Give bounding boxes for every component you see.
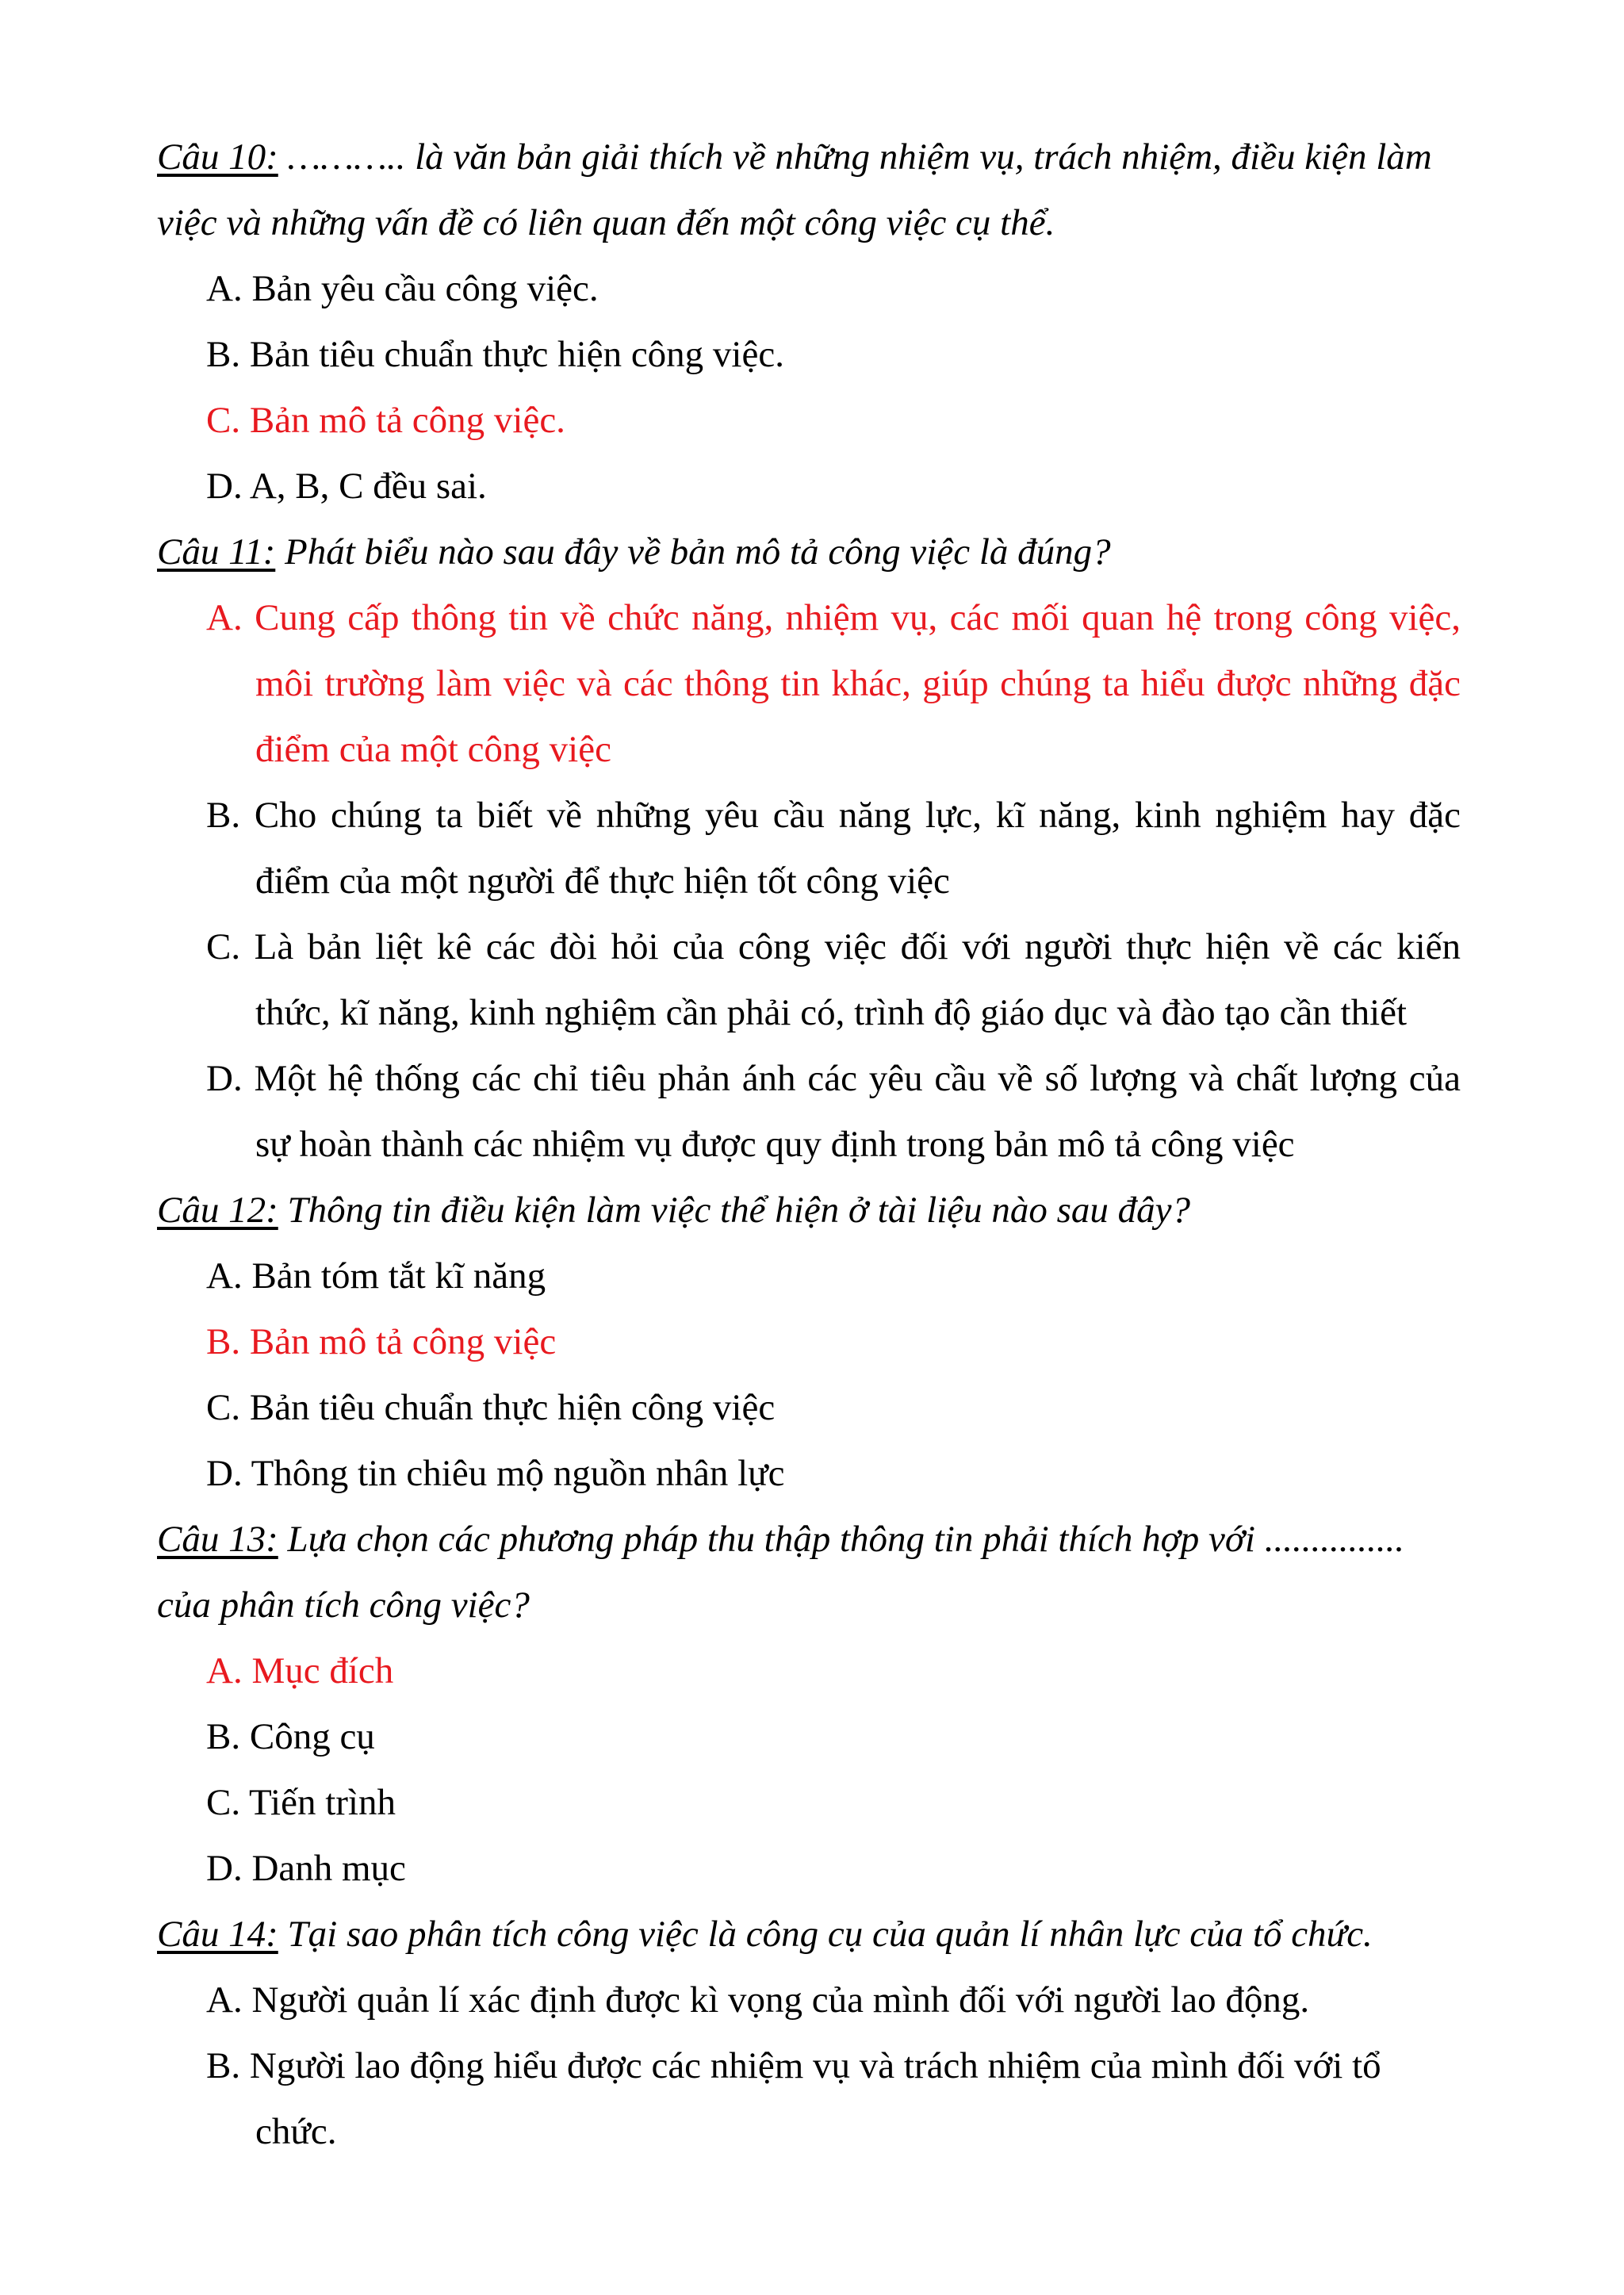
question-11-option-a-correct-line-2: môi trường làm việc và các thông tin khác, giúp chúng ta hiểu được những đặc [255, 663, 1461, 704]
question-12-option-a: A. Bản tóm tắt kĩ năng [206, 1255, 546, 1297]
question-10-option-c-correct: C. Bản mô tả công việc. [206, 400, 565, 441]
question-13-line-1 [157, 1515, 1404, 1563]
question-14-line-1 [157, 1910, 1373, 1958]
question-14-text: Tại sao phân tích công việc là công cụ của quản lí nhân lực của tổ chức. [278, 1914, 1373, 1955]
question-11-option-b-line-1: B. Cho chúng ta biết về những yêu cầu năng lực, kĩ năng, kinh nghiệm hay đặc [206, 795, 1461, 836]
question-11-option-a-correct-line-3: điểm của một công việc [255, 729, 611, 770]
question-11-option-a-correct-line-1: A. Cung cấp thông tin về chức năng, nhiệm vụ, các mối quan hệ trong công việc, [206, 597, 1461, 638]
question-12-option-c: C. Bản tiêu chuẩn thực hiện công việc [206, 1387, 776, 1428]
question-13-option-b: B. Công cụ [206, 1716, 375, 1757]
question-14-option-a: A. Người quản lí xác định được kì vọng của mình đối với người lao động. [206, 1979, 1310, 2021]
question-10-option-a: A. Bản yêu cầu công việc. [206, 268, 599, 309]
question-11-option-c-line-1: C. Là bản liệt kê các đòi hỏi của công việc đối với người thực hiện về các kiến [206, 926, 1461, 967]
question-13-number: Câu 13: [157, 1519, 278, 1560]
question-12-number: Câu 12: [157, 1190, 278, 1231]
question-13-line-2: của phân tích công việc? [157, 1584, 530, 1626]
question-11-number: Câu 11: [157, 531, 276, 573]
question-14-option-b-line-1: B. Người lao động hiểu được các nhiệm vụ và trách nhiệm của mình đối với tổ [206, 2045, 1381, 2086]
question-12-option-d: D. Thông tin chiêu mộ nguồn nhân lực [206, 1453, 785, 1494]
question-14-number: Câu 14: [157, 1914, 278, 1955]
question-11-option-b-line-2: điểm của một người để thực hiện tốt công việc [255, 860, 950, 902]
question-10-option-d: D. A, B, C đều sai. [206, 466, 487, 507]
question-10-number: Câu 10: [157, 136, 278, 178]
question-14-option-b-line-2: chức. [255, 2111, 337, 2152]
question-10-text: ……….. là văn bản giải thích về những nhiệm vụ, trách nhiệm, điều kiện làm [278, 136, 1432, 178]
question-11-option-d-line-1: D. Một hệ thống các chỉ tiêu phản ánh các yêu cầu về số lượng và chất lượng của [206, 1058, 1461, 1099]
question-10-line-2: việc và những vấn đề có liên quan đến một công việc cụ thể. [157, 202, 1055, 243]
question-11-option-d-line-2: sự hoàn thành các nhiệm vụ được quy định trong bản mô tả công việc [255, 1124, 1295, 1165]
question-11-text: Phát biểu nào sau đây về bản mô tả công việc là đúng? [275, 531, 1111, 573]
question-10-line-1 [157, 133, 1432, 181]
question-11-option-c-line-2: thức, kĩ năng, kinh nghiệm cần phải có, trình độ giáo dục và đào tạo cần thiết [255, 992, 1408, 1033]
question-12-text: Thông tin điều kiện làm việc thể hiện ở tài liệu nào sau đây? [278, 1190, 1191, 1231]
question-11-line-1 [157, 528, 1111, 576]
question-13-option-c: C. Tiến trình [206, 1782, 396, 1823]
question-13-text: Lựa chọn các phương pháp thu thập thông tin phải thích hợp với ............... [278, 1519, 1404, 1560]
question-12-option-b-correct: B. Bản mô tả công việc [206, 1321, 557, 1362]
question-10-option-b: B. Bản tiêu chuẩn thực hiện công việc. [206, 334, 784, 375]
question-13-option-a-correct: A. Mục đích [206, 1650, 394, 1692]
question-12-line-1 [157, 1186, 1190, 1234]
question-13-option-d: D. Danh mục [206, 1848, 406, 1889]
